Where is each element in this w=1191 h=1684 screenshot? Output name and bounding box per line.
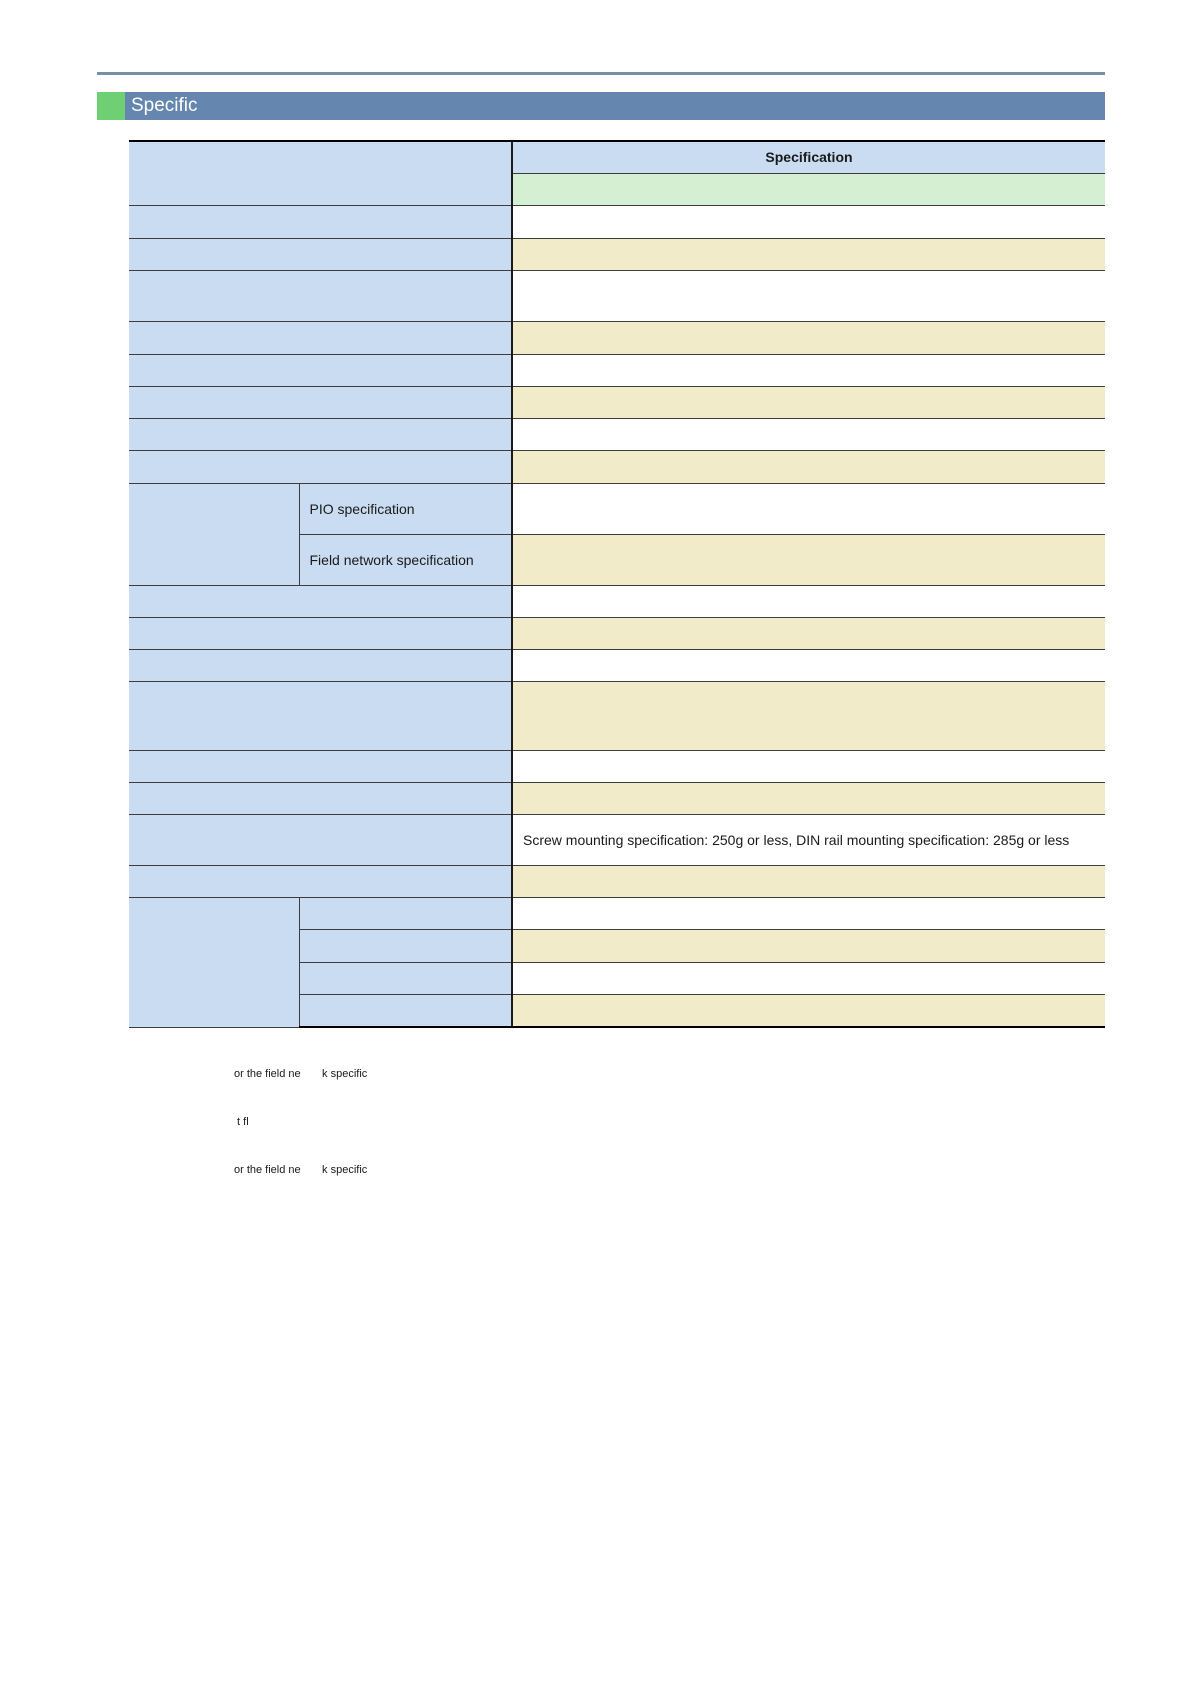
value-cell — [512, 750, 1105, 782]
table-row — [129, 418, 1105, 450]
value-cell — [512, 649, 1105, 681]
sub-label-cell — [299, 994, 512, 1027]
value-cell — [512, 173, 1105, 205]
footnote: or the field ne k specific — [234, 1164, 368, 1176]
label-cell — [129, 585, 512, 617]
table-row — [129, 450, 1105, 483]
table-row — [129, 865, 1105, 897]
sub-label-cell — [299, 962, 512, 994]
label-cell — [129, 450, 512, 483]
table-row — [129, 782, 1105, 814]
table-row — [129, 205, 1105, 238]
value-cell — [512, 994, 1105, 1027]
value-cell — [512, 929, 1105, 962]
pio-spec-label: PIO specification — [299, 483, 512, 534]
table-row — [129, 814, 1105, 865]
value-cell — [512, 418, 1105, 450]
group-label-cell — [129, 897, 299, 1027]
section-title: Specific — [131, 95, 198, 116]
sub-label-cell — [299, 929, 512, 962]
value-cell — [512, 585, 1105, 617]
group-label-cell — [129, 483, 299, 585]
weight-value: Screw mounting specification: 250g or less, DIN rail mounting specification: 285g or less — [512, 814, 1105, 865]
label-cell — [129, 386, 512, 418]
label-cell — [129, 865, 512, 897]
label-cell — [129, 270, 512, 321]
table-row — [129, 354, 1105, 386]
value-cell — [512, 534, 1105, 585]
label-cell — [129, 750, 512, 782]
value-cell — [512, 386, 1105, 418]
value-cell — [512, 865, 1105, 897]
label-cell — [129, 205, 512, 238]
label-cell — [129, 617, 512, 649]
value-cell — [512, 782, 1105, 814]
footnotes — [234, 1034, 367, 1194]
table-row — [129, 321, 1105, 354]
top-rule — [97, 72, 1105, 75]
value-cell — [512, 617, 1105, 649]
table-row — [129, 897, 1105, 929]
label-cell — [129, 814, 512, 865]
spec-header: Specification — [512, 141, 1105, 173]
label-cell — [129, 354, 512, 386]
label-cell — [129, 782, 512, 814]
field-network-spec-label: Field network specification — [299, 534, 512, 585]
label-cell — [129, 238, 512, 270]
spec-table — [129, 140, 1105, 1028]
footnote: t fl — [234, 1116, 249, 1128]
value-cell — [512, 450, 1105, 483]
label-cell — [129, 321, 512, 354]
value-cell — [512, 354, 1105, 386]
footnote: or the field ne k specific — [234, 1068, 368, 1080]
table-row — [129, 141, 1105, 173]
label-cell — [129, 649, 512, 681]
section-header — [97, 92, 1105, 120]
value-cell — [512, 321, 1105, 354]
value-cell — [512, 962, 1105, 994]
value-cell — [512, 238, 1105, 270]
label-cell — [129, 681, 512, 750]
sub-label-cell — [299, 897, 512, 929]
table-row — [129, 386, 1105, 418]
value-cell — [512, 270, 1105, 321]
value-cell — [512, 205, 1105, 238]
item-header-cell — [129, 141, 512, 205]
table-row — [129, 681, 1105, 750]
value-cell — [512, 897, 1105, 929]
section-marker — [97, 92, 125, 120]
table-row — [129, 649, 1105, 681]
table-row — [129, 617, 1105, 649]
value-cell — [512, 681, 1105, 750]
table-row — [129, 585, 1105, 617]
table-row — [129, 750, 1105, 782]
value-cell — [512, 483, 1105, 534]
table-row — [129, 483, 1105, 534]
label-cell — [129, 418, 512, 450]
table-row — [129, 270, 1105, 321]
table-row — [129, 238, 1105, 270]
